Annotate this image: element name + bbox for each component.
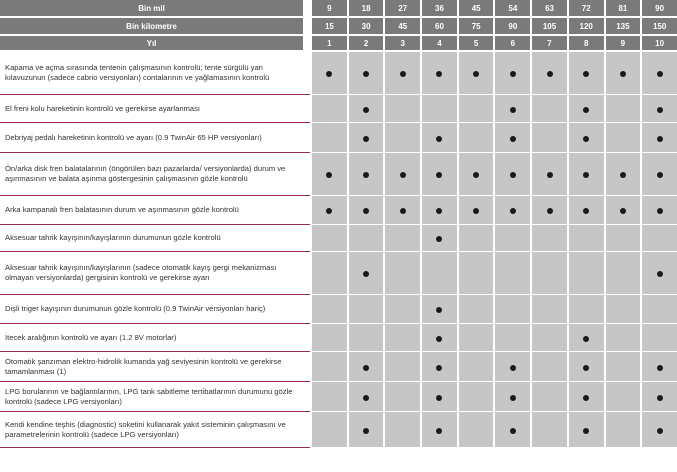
bullet-dot-icon [583,172,589,178]
bullet-dot-icon [510,395,516,401]
bullet-dot-icon [400,71,406,77]
header-interval-value: 90 [640,0,677,18]
bullet-dot-icon [583,71,589,77]
table-row [0,52,677,95]
schedule-cell [457,225,494,252]
header-interval-value: 150 [640,18,677,36]
header-interval-value: 1 [310,36,347,52]
header-interval-value: 63 [530,0,567,18]
schedule-cell [567,52,604,95]
schedule-cell [604,352,641,382]
schedule-cell [640,95,677,123]
maintenance-task-description: Ön/arka disk fren balatalarının (öngörülen bazı pazarlarda/ versiyonlarda) durum ve aşınmasının ve balata aşınma göstergesinin çalışmasının gözle kontrolü [0,153,303,196]
header-interval-value: 72 [567,0,604,18]
schedule-cell [493,153,530,196]
table-row [0,95,677,123]
schedule-cell [493,382,530,412]
column-separator [303,252,310,295]
schedule-cell [457,153,494,196]
header-interval-value: 60 [420,18,457,36]
bullet-dot-icon [363,271,369,277]
schedule-cell [420,412,457,448]
schedule-cell [493,352,530,382]
bullet-dot-icon [510,208,516,214]
column-separator [303,295,310,324]
schedule-cell [347,252,384,295]
bullet-dot-icon [510,71,516,77]
bullet-dot-icon [436,428,442,434]
schedule-cell [347,225,384,252]
maintenance-task-description: Aksesuar tahrik kayışının/kayışlarının durumunun gözle kontrolü [0,225,303,252]
header-interval-value: 105 [530,18,567,36]
schedule-cell [347,412,384,448]
header-row [0,18,677,36]
schedule-cell [457,412,494,448]
column-separator [303,52,310,95]
bullet-dot-icon [657,107,663,113]
schedule-cell [530,52,567,95]
schedule-cell [567,295,604,324]
bullet-dot-icon [436,236,442,242]
table-row [0,324,677,352]
bullet-dot-icon [473,208,479,214]
header-interval-value: 120 [567,18,604,36]
header-row [0,36,677,52]
schedule-cell [383,196,420,225]
schedule-cell [493,412,530,448]
schedule-cell [310,123,347,153]
schedule-cell [420,225,457,252]
column-separator [303,153,310,196]
schedule-cell [310,295,347,324]
schedule-cell [310,52,347,95]
bullet-dot-icon [620,71,626,77]
schedule-cell [640,153,677,196]
schedule-cell [420,295,457,324]
bullet-dot-icon [657,71,663,77]
bullet-dot-icon [620,172,626,178]
schedule-cell [530,382,567,412]
schedule-cell [604,412,641,448]
schedule-cell [567,153,604,196]
schedule-cell [530,252,567,295]
table-row [0,352,677,382]
bullet-dot-icon [510,428,516,434]
schedule-cell [383,412,420,448]
schedule-cell [310,324,347,352]
schedule-cell [640,52,677,95]
table-header [0,0,677,52]
header-interval-value: 2 [347,36,384,52]
bullet-dot-icon [363,208,369,214]
schedule-cell [493,324,530,352]
column-separator [303,123,310,153]
bullet-dot-icon [657,395,663,401]
header-interval-value: 7 [530,36,567,52]
schedule-cell [604,252,641,295]
schedule-cell [420,252,457,295]
bullet-dot-icon [583,365,589,371]
schedule-cell [604,153,641,196]
table-body [0,52,677,448]
bullet-dot-icon [547,208,553,214]
schedule-cell [567,196,604,225]
maintenance-task-description: Arka kampanalı fren balatasının durum ve aşınmasının gözle kontrolü [0,196,303,225]
schedule-cell [347,295,384,324]
schedule-cell [310,252,347,295]
schedule-cell [604,324,641,352]
schedule-cell [383,52,420,95]
bullet-dot-icon [583,208,589,214]
header-row [0,0,677,18]
bullet-dot-icon [583,395,589,401]
schedule-cell [640,352,677,382]
bullet-dot-icon [363,107,369,113]
schedule-cell [383,153,420,196]
maintenance-task-description: Otomatik şanzıman elektro-hidrolik kumanda yağ seviyesinin kontrolü ve gerekirse tamamlanması (1) [0,352,303,382]
schedule-cell [310,382,347,412]
schedule-cell [310,352,347,382]
column-separator [303,324,310,352]
header-label: Bin mil [0,0,303,18]
schedule-cell [640,196,677,225]
schedule-cell [604,95,641,123]
schedule-cell [530,352,567,382]
maintenance-task-description: Dişli triger kayışının durumunun gözle kontrolü (0.9 TwinAir versiyonları hariç) [0,295,303,324]
maintenance-task-description: Debriyaj pedalı hareketinin kontrolü ve ayarı (0.9 TwinAir 65 HP versiyonları) [0,123,303,153]
column-separator [303,0,310,18]
schedule-cell [383,352,420,382]
schedule-cell [347,382,384,412]
bullet-dot-icon [436,208,442,214]
schedule-cell [457,295,494,324]
schedule-cell [530,295,567,324]
schedule-cell [567,352,604,382]
schedule-cell [383,95,420,123]
schedule-cell [604,295,641,324]
table-row [0,412,677,448]
schedule-cell [604,196,641,225]
bullet-dot-icon [400,172,406,178]
schedule-cell [420,52,457,95]
schedule-cell [493,52,530,95]
schedule-cell [383,382,420,412]
schedule-cell [383,123,420,153]
schedule-cell [567,324,604,352]
maintenance-task-description: El freni kolu hareketinin kontrolü ve gerekirse ayarlanması [0,95,303,123]
column-separator [303,196,310,225]
maintenance-task-description: LPG borularının ve bağlantılarının, LPG tank sabitleme tertibatlarının durumunu gözle kontrolü (sadece LPG versiyonları) [0,382,303,412]
schedule-cell [604,123,641,153]
schedule-cell [493,252,530,295]
maintenance-task-description: Kapama ve açma sırasında tentenin çalışmasının kontrolü; tente sürgülü yan kılavuzunun (sadece cabrio versiyonları) contalarının ve yağlamasının kontrolü [0,52,303,95]
schedule-cell [420,324,457,352]
bullet-dot-icon [436,365,442,371]
schedule-cell [457,196,494,225]
schedule-cell [347,123,384,153]
bullet-dot-icon [657,208,663,214]
header-interval-value: 27 [383,0,420,18]
table-row [0,295,677,324]
column-separator [303,352,310,382]
header-interval-value: 45 [383,18,420,36]
maintenance-task-description: Aksesuar tahrik kayışının/kayışlarının (sadece otomatik kayış gergi mekanizması olmayan versiyonlarda) gergisinin kontrolü ve gerekirse ayarı [0,252,303,295]
table-row [0,382,677,412]
header-interval-value: 90 [493,18,530,36]
schedule-cell [310,225,347,252]
bullet-dot-icon [620,208,626,214]
table-row [0,196,677,225]
bullet-dot-icon [657,271,663,277]
bullet-dot-icon [400,208,406,214]
bullet-dot-icon [547,71,553,77]
column-separator [303,412,310,448]
bullet-dot-icon [326,71,332,77]
bullet-dot-icon [363,71,369,77]
bullet-dot-icon [326,172,332,178]
header-interval-value: 30 [347,18,384,36]
schedule-cell [604,225,641,252]
schedule-cell [420,153,457,196]
schedule-cell [530,95,567,123]
schedule-cell [383,295,420,324]
bullet-dot-icon [510,172,516,178]
bullet-dot-icon [657,172,663,178]
schedule-cell [604,382,641,412]
schedule-cell [310,412,347,448]
header-interval-value: 3 [383,36,420,52]
schedule-cell [347,52,384,95]
header-interval-value: 36 [420,0,457,18]
column-separator [303,382,310,412]
schedule-cell [530,324,567,352]
schedule-cell [420,123,457,153]
schedule-cell [567,95,604,123]
schedule-cell [347,324,384,352]
header-interval-value: 9 [310,0,347,18]
bullet-dot-icon [436,136,442,142]
schedule-cell [310,196,347,225]
bullet-dot-icon [583,136,589,142]
schedule-cell [640,225,677,252]
schedule-cell [347,196,384,225]
schedule-cell [567,382,604,412]
header-interval-value: 5 [457,36,494,52]
header-interval-value: 6 [493,36,530,52]
bullet-dot-icon [436,71,442,77]
table-row [0,153,677,196]
schedule-cell [347,352,384,382]
schedule-cell [493,95,530,123]
header-interval-value: 4 [420,36,457,52]
bullet-dot-icon [547,172,553,178]
schedule-cell [457,95,494,123]
schedule-cell [640,412,677,448]
schedule-cell [567,412,604,448]
maintenance-task-description: İtecek aralığının kontrolü ve ayarı (1.2 8V motorlar) [0,324,303,352]
schedule-cell [420,382,457,412]
header-interval-value: 54 [493,0,530,18]
schedule-cell [640,123,677,153]
schedule-cell [347,95,384,123]
schedule-cell [493,295,530,324]
bullet-dot-icon [436,307,442,313]
header-interval-value: 9 [604,36,641,52]
schedule-cell [457,324,494,352]
header-interval-value: 135 [604,18,641,36]
bullet-dot-icon [510,365,516,371]
schedule-cell [383,252,420,295]
bullet-dot-icon [326,208,332,214]
column-separator [303,225,310,252]
schedule-cell [383,225,420,252]
bullet-dot-icon [436,395,442,401]
schedule-cell [640,324,677,352]
bullet-dot-icon [436,336,442,342]
header-interval-value: 8 [567,36,604,52]
header-interval-value: 18 [347,0,384,18]
header-interval-value: 81 [604,0,641,18]
header-interval-value: 75 [457,18,494,36]
header-interval-value: 45 [457,0,494,18]
schedule-cell [530,123,567,153]
column-separator [303,18,310,36]
schedule-cell [420,196,457,225]
schedule-cell [604,52,641,95]
bullet-dot-icon [583,336,589,342]
header-label: Yıl [0,36,303,52]
table-row [0,252,677,295]
schedule-cell [457,352,494,382]
schedule-cell [567,252,604,295]
maintenance-task-description: Kendi kendine teşhis (diagnostic) soketini kullanarak yakıt sisteminin çalışmasını ve parametrelerinin kontrolü (sadece LPG versiyonları) [0,412,303,448]
schedule-cell [457,123,494,153]
schedule-cell [640,295,677,324]
bullet-dot-icon [657,428,663,434]
schedule-cell [530,412,567,448]
schedule-cell [420,95,457,123]
schedule-cell [567,123,604,153]
header-interval-value: 10 [640,36,677,52]
schedule-cell [457,382,494,412]
schedule-cell [310,95,347,123]
bullet-dot-icon [583,428,589,434]
schedule-cell [640,252,677,295]
schedule-cell [530,196,567,225]
schedule-cell [567,225,604,252]
bullet-dot-icon [473,71,479,77]
bullet-dot-icon [510,107,516,113]
schedule-cell [347,153,384,196]
schedule-cell [383,324,420,352]
schedule-cell [493,225,530,252]
column-separator [303,36,310,52]
schedule-cell [493,196,530,225]
table-row [0,225,677,252]
bullet-dot-icon [363,365,369,371]
bullet-dot-icon [657,365,663,371]
bullet-dot-icon [363,136,369,142]
schedule-cell [457,252,494,295]
bullet-dot-icon [363,395,369,401]
schedule-cell [457,52,494,95]
header-label: Bin kilometre [0,18,303,36]
bullet-dot-icon [473,172,479,178]
schedule-cell [310,153,347,196]
schedule-cell [640,382,677,412]
schedule-cell [420,352,457,382]
bullet-dot-icon [583,107,589,113]
header-interval-value: 15 [310,18,347,36]
bullet-dot-icon [510,136,516,142]
schedule-cell [493,123,530,153]
bullet-dot-icon [436,172,442,178]
table-row [0,123,677,153]
schedule-cell [530,225,567,252]
column-separator [303,95,310,123]
schedule-cell [530,153,567,196]
bullet-dot-icon [363,172,369,178]
bullet-dot-icon [363,428,369,434]
bullet-dot-icon [657,136,663,142]
